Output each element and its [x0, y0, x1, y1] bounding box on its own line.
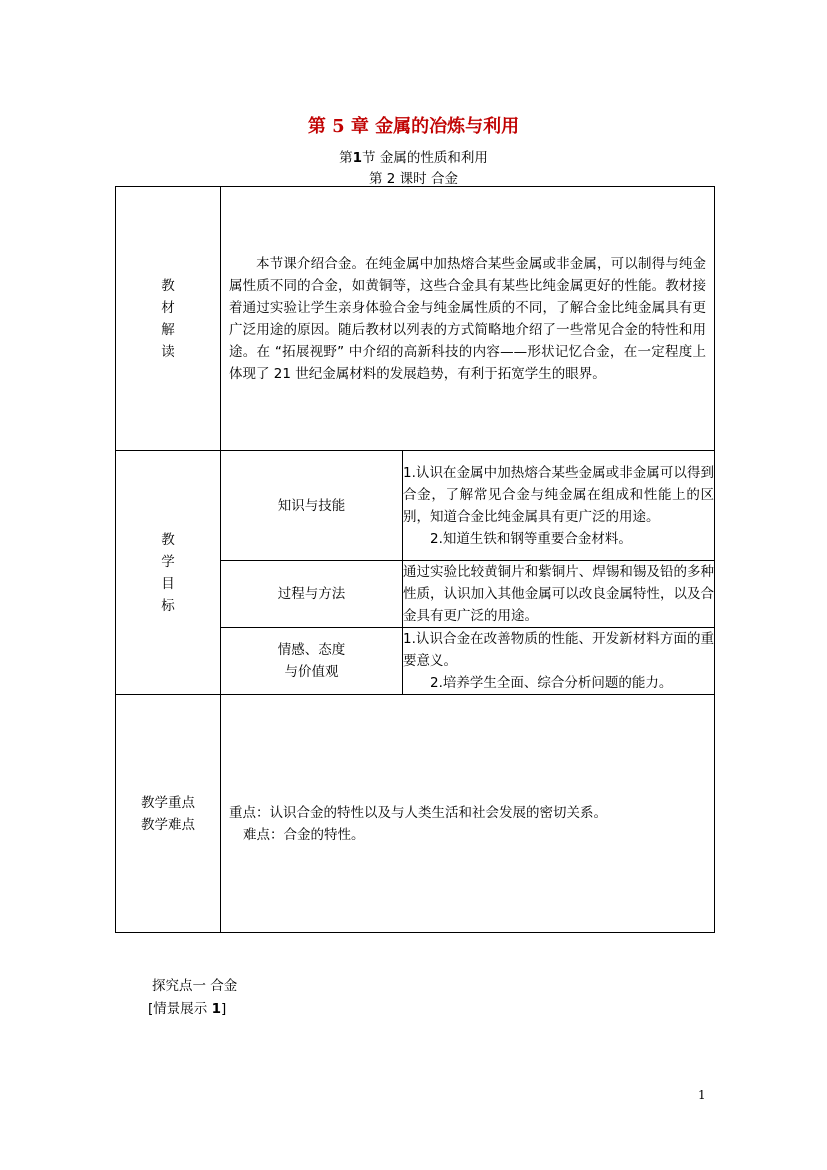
label-char: 材 — [161, 299, 175, 316]
table-row-textbook — [116, 187, 715, 451]
section-number: 1 — [352, 150, 363, 166]
lesson-plan-table — [115, 186, 715, 933]
teaching-goals-label — [116, 451, 221, 695]
goal-line: 1.认识合金在改善物质的性能、开发新材料方面的重要意义。 — [403, 631, 715, 669]
key-difficult-points-cell — [221, 695, 715, 933]
section-prefix: 第 — [339, 150, 353, 166]
chapter-title: 第 5 章 金属的冶炼与利用 — [307, 116, 520, 137]
goal-line: 通过实验比较黄铜片和紫铜片、焊锡和锡及铅的多种性质，认识加入其他金属可以改良金属特性，以及合金具有更广泛的用途。 — [403, 564, 715, 624]
section-title — [0, 146, 827, 166]
difficulty-text: 难点：合金的特性。 — [243, 826, 365, 843]
label-char: 目 — [161, 575, 175, 592]
key-difficult-points-label: 教学重点 教学难点 — [116, 695, 221, 933]
section-rest: 节 金属的性质和利用 — [362, 150, 488, 166]
table-row-goal-knowledge — [116, 451, 715, 561]
scene-display-heading: [情景展示 1] — [148, 1001, 227, 1017]
table-row-key-points — [116, 695, 715, 933]
textbook-interpretation-cell — [221, 187, 715, 451]
label-char: 读 — [161, 343, 175, 360]
goal-line: 1.认识在金属中加热熔合某些金属或非金属可以得到合金，了解常见合金与纯金属在组成和性能上的区别，知道合金比纯金属具有更广泛的用途。 — [403, 464, 715, 525]
page-number: 1 — [698, 1088, 706, 1102]
label-char: 标 — [161, 597, 175, 614]
goal-line: 2.培养学生全面、综合分析问题的能力。 — [430, 675, 673, 691]
goal-text-knowledge — [403, 451, 715, 561]
label-char: 教 — [161, 531, 175, 548]
goal-name-knowledge: 知识与技能 — [221, 451, 403, 561]
textbook-interpretation-label — [116, 187, 221, 451]
label-char: 解 — [161, 321, 175, 338]
lesson-title: 第 2 课时 合金 — [369, 171, 458, 187]
goal-line: 2.知道生铁和钢等重要合金材料。 — [430, 530, 632, 547]
goal-name-process: 过程与方法 — [221, 561, 403, 628]
goal-text-process — [403, 561, 715, 628]
label-char: 教 — [161, 277, 175, 294]
textbook-interpretation-text: 本节课介绍合金。在纯金属中加热熔合某些金属或非金属，可以制得与纯金属性质不同的合金，如黄铜等，这些合金具有某些比纯金属更好的性能。教材接着通过实验让学生亲身体验合金与纯金属性质的不同，了解合金比纯金属具有更广泛用途的原因。随后教材以列表的方式简略地介绍了一些常见合金的特性和用途。在 “拓展视野” 中介绍的高新科技的内容——形状记忆合金，在一定程度上体现了 21 世纪金属材料的发展趋势，有利于拓宽学生的眼界。 — [229, 255, 707, 382]
label-char: 学 — [161, 553, 175, 570]
key-point-text: 重点：认识合金的特性以及与人类生活和社会发展的密切关系。 — [229, 804, 607, 821]
explore-point-heading: 探究点一 合金 — [152, 978, 238, 994]
goal-text-attitude — [403, 628, 715, 695]
goal-name-attitude: 情感、态度 与价值观 — [221, 628, 403, 695]
